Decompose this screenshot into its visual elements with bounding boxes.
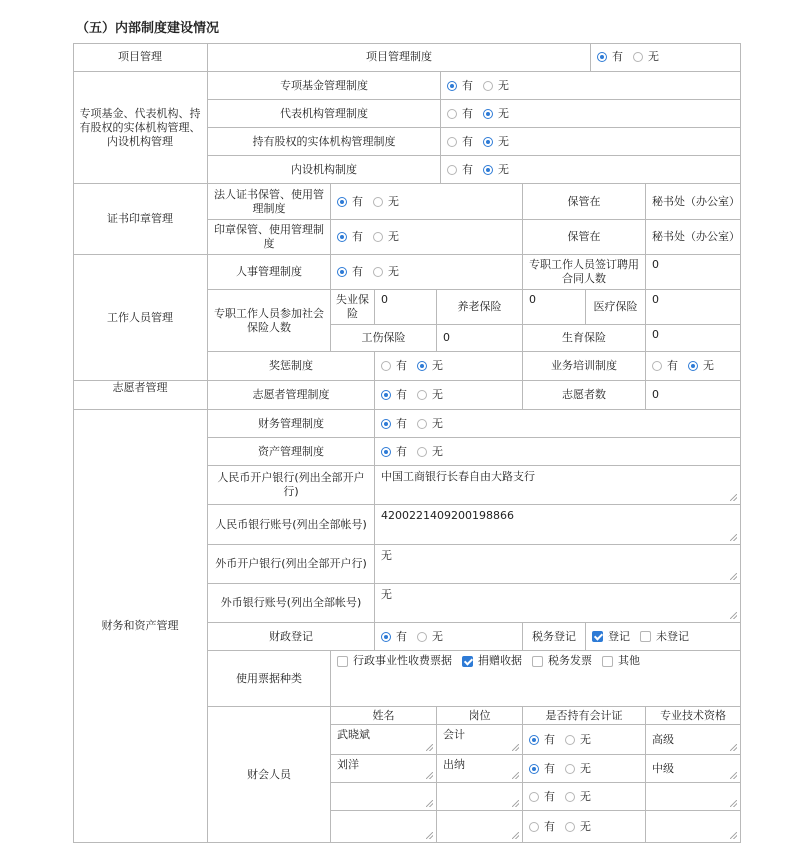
checkbox-icon[interactable] (640, 631, 651, 642)
rmb-bank-label-text: 人民币开户银行(列出全部开户行) (217, 471, 365, 498)
fx-bank-label-text: 外币开户银行(列出全部开户行) (215, 557, 367, 570)
radio-label: 无 (498, 134, 509, 148)
acct-header-0 (331, 707, 437, 725)
radio-label: 有 (396, 359, 407, 372)
bill-type-label (208, 651, 331, 707)
asset-no-option[interactable] (417, 445, 443, 459)
acct-cert-0-yes-option[interactable] (529, 733, 555, 747)
radio-label: 有 (352, 265, 363, 278)
radio-no-icon[interactable] (565, 764, 575, 774)
radio-label: 有 (352, 230, 363, 243)
tax-registration[interactable] (586, 623, 741, 651)
radio-no-icon[interactable] (373, 267, 383, 277)
project-label (73, 43, 208, 72)
acct-header-2 (523, 707, 646, 725)
radio-no-icon[interactable] (483, 165, 493, 175)
medical-value-text: 0 (652, 293, 659, 306)
acct-cert-3-no-option[interactable] (565, 820, 591, 834)
radio-label: 有 (667, 359, 678, 372)
resize-handle-icon[interactable] (512, 800, 519, 807)
special-0-no-option[interactable] (483, 79, 509, 93)
resize-handle-icon[interactable] (730, 573, 737, 580)
finance-label (73, 410, 208, 843)
radio-yes-icon[interactable] (381, 419, 391, 429)
unemployment-value[interactable] (375, 290, 437, 325)
radio-no-icon[interactable] (565, 792, 575, 802)
special-3-no-option[interactable] (483, 163, 509, 177)
acct-name-input-text: 刘洋 (337, 758, 359, 771)
radio-yes-icon[interactable] (529, 822, 539, 832)
acct-post-input-text: 出纳 (443, 758, 465, 771)
asset-system-text: 资产管理制度 (258, 444, 324, 458)
checkbox-icon[interactable] (462, 656, 473, 667)
special-label-text: 专项基金、代表机构、持有股权的实体机构管理、内设机构管理 (79, 106, 201, 148)
training-no-option[interactable] (688, 359, 714, 373)
acct-cert-radio[interactable] (523, 725, 646, 755)
accounting-staff-label-text: 财会人员 (247, 767, 291, 781)
keeper-label-0-text: 保管在 (567, 194, 601, 208)
seal-item-1-text: 印章保管、使用管理制度 (214, 223, 324, 250)
radio-label: 无 (703, 359, 714, 372)
fiscal-label (208, 623, 375, 651)
reward-radio[interactable] (375, 352, 523, 381)
bill-type-label-text: 使用票据种类 (236, 671, 302, 685)
resize-handle-icon[interactable] (730, 772, 737, 779)
radio-yes-icon[interactable] (597, 52, 607, 62)
injury-value-text: 0 (443, 331, 450, 344)
special-2-no-option[interactable] (483, 135, 509, 149)
acct-qualification-input[interactable] (646, 725, 741, 755)
radio-label: 有 (462, 134, 473, 148)
bill-checkbox-0[interactable] (337, 654, 452, 668)
keeper-value-0[interactable] (646, 184, 741, 220)
acct-cert-radio[interactable] (523, 783, 646, 811)
acct-post-input[interactable] (437, 811, 523, 843)
training-yes-option[interactable] (652, 359, 678, 373)
special-radio-0[interactable] (441, 72, 741, 100)
rmb-bank-label (208, 466, 375, 505)
keeper-value-1-text: 秘书处（办公室） (652, 230, 740, 243)
checkbox-label: 捐赠收据 (478, 654, 522, 667)
acct-name-input[interactable] (331, 755, 437, 783)
checkbox-label: 未登记 (656, 629, 689, 643)
acct-name-input[interactable] (331, 725, 437, 755)
reward-system (208, 352, 375, 381)
radio-no-icon[interactable] (483, 137, 493, 147)
seal-item-1 (208, 220, 331, 255)
acct-header-1-text: 岗位 (468, 708, 491, 722)
contract-label-text: 专职工作人员签订聘用合同人数 (529, 258, 639, 285)
volunteer-label-text: 志愿者管理 (112, 381, 168, 394)
acct-qualification-input[interactable] (646, 783, 741, 811)
hr-system-text: 人事管理制度 (236, 265, 302, 278)
contract-count-text: 0 (652, 258, 659, 271)
fiscal-label-text: 财政登记 (269, 629, 313, 643)
hr-no-option[interactable] (373, 265, 399, 279)
injury-value[interactable] (437, 325, 523, 352)
checkbox-icon[interactable] (532, 656, 543, 667)
seal-label (73, 184, 208, 255)
pension-value-text: 0 (529, 293, 536, 306)
seal-1-no-option[interactable] (373, 230, 399, 244)
acct-cert-2-no-option[interactable] (565, 790, 591, 804)
radio-label: 无 (432, 629, 443, 643)
special-item-0-text: 专项基金管理制度 (280, 78, 368, 92)
radio-no-icon[interactable] (483, 109, 493, 119)
volunteer-count[interactable] (646, 381, 741, 410)
radio-no-icon[interactable] (417, 390, 427, 400)
keeper-label-1-text: 保管在 (567, 230, 601, 243)
checkbox-label: 税务发票 (548, 654, 592, 667)
seal-item-0 (208, 184, 331, 220)
unemployment-value-text: 0 (381, 293, 388, 306)
volunteer-count-label-text: 志愿者数 (562, 388, 606, 401)
volunteer-yes-option[interactable] (381, 388, 407, 402)
resize-handle-icon[interactable] (512, 744, 519, 751)
acct-qualification-input[interactable] (646, 755, 741, 783)
medical-value[interactable] (646, 290, 741, 325)
keeper-value-0-text: 秘书处（办公室） (652, 194, 740, 208)
fx-account-label-text: 外币银行账号(列出全部帐号) (220, 596, 362, 609)
special-item-2-text: 持有股权的实体机构管理制度 (252, 134, 396, 148)
keeper-label-1 (523, 220, 646, 255)
checkbox-label: 其他 (618, 654, 640, 667)
volunteer-system-text: 志愿者管理制度 (252, 388, 330, 401)
acct-cert-1-yes-option[interactable] (529, 762, 555, 776)
acct-name-input-text: 武晓斌 (337, 728, 370, 741)
radio-label: 无 (648, 50, 659, 63)
contract-count[interactable] (646, 255, 741, 290)
radio-no-icon[interactable] (417, 361, 427, 371)
radio-label: 无 (432, 444, 443, 458)
radio-label: 无 (498, 106, 509, 120)
radio-yes-icon[interactable] (381, 361, 391, 371)
acct-post-input[interactable] (437, 755, 523, 783)
pension-value[interactable] (523, 290, 586, 325)
special-radio-3[interactable] (441, 156, 741, 184)
volunteer-radio[interactable] (375, 381, 523, 410)
acct-qualification-input[interactable] (646, 811, 741, 843)
radio-label: 无 (498, 78, 509, 92)
reward-yes-option[interactable] (381, 359, 407, 373)
medical-label-text: 医疗保险 (593, 300, 638, 313)
maternity-label-text: 生育保险 (562, 331, 606, 344)
acct-cert-0-no-option[interactable] (565, 733, 591, 747)
special-item-1 (208, 100, 441, 128)
radio-label: 有 (396, 444, 407, 458)
radio-label: 有 (462, 162, 473, 176)
rmb-account-label-text: 人民币银行账号(列出全部帐号) (215, 517, 367, 531)
special-item-3 (208, 156, 441, 184)
radio-label: 无 (432, 416, 443, 430)
contract-label (523, 255, 646, 290)
project-radio[interactable] (591, 43, 741, 72)
pension-label-text: 养老保险 (457, 300, 502, 313)
project-item (208, 43, 591, 72)
rmb-account-label (208, 505, 375, 545)
radio-label: 有 (396, 629, 407, 643)
radio-label: 有 (396, 388, 407, 401)
radio-label: 无 (580, 732, 591, 746)
finance-yes-option[interactable] (381, 417, 407, 431)
bill-checkbox-3[interactable] (602, 654, 640, 668)
radio-label: 有 (462, 78, 473, 92)
acct-qualification-input-text: 中级 (652, 761, 674, 775)
volunteer-no-option[interactable] (417, 388, 443, 402)
fx-bank-input[interactable] (375, 545, 741, 584)
acct-qualification-input-text: 高级 (652, 732, 674, 746)
special-radio-2[interactable] (441, 128, 741, 156)
accounting-staff-label (208, 707, 331, 843)
project-no-option[interactable] (633, 50, 659, 64)
acct-post-input-text: 会计 (443, 728, 465, 741)
radio-label: 有 (396, 416, 407, 430)
bill-checkbox-1[interactable] (462, 654, 522, 668)
radio-label: 无 (580, 819, 591, 833)
acct-cert-1-no-option[interactable] (565, 762, 591, 776)
finance-system (208, 410, 375, 438)
tax-label (523, 623, 586, 651)
radio-no-icon[interactable] (565, 822, 575, 832)
seal-radio-1[interactable] (331, 220, 523, 255)
resize-handle-icon[interactable] (512, 772, 519, 779)
project-yes-option[interactable] (597, 50, 623, 64)
seal-label-text: 证书印章管理 (107, 212, 173, 225)
asset-system (208, 438, 375, 466)
radio-label: 无 (498, 162, 509, 176)
radio-label: 无 (388, 194, 399, 208)
special-3-yes-option[interactable] (447, 163, 473, 177)
resize-handle-icon[interactable] (730, 832, 737, 839)
volunteer-count-label (523, 381, 646, 410)
medical-label (586, 290, 646, 325)
keeper-value-1[interactable] (646, 220, 741, 255)
special-item-1-text: 代表机构管理制度 (280, 106, 368, 120)
asset-radio[interactable] (375, 438, 741, 466)
radio-label: 有 (612, 50, 623, 63)
seal-item-0-text: 法人证书保管、使用管理制度 (214, 187, 324, 215)
finance-system-text: 财务管理制度 (258, 416, 324, 430)
bill-types[interactable] (331, 651, 741, 707)
training-system-text: 业务培训制度 (551, 359, 617, 372)
unemployment-label-text: 失业保险 (336, 293, 369, 320)
reward-system-text: 奖惩制度 (269, 359, 313, 372)
checkbox-icon[interactable] (337, 656, 348, 667)
radio-label: 无 (388, 230, 399, 243)
radio-yes-icon[interactable] (447, 109, 457, 119)
seal-0-yes-option[interactable] (337, 195, 363, 209)
resize-handle-icon[interactable] (730, 612, 737, 619)
tax-label-text: 税务登记 (532, 629, 576, 643)
project-item-text: 项目管理制度 (366, 50, 432, 63)
radio-no-icon[interactable] (483, 81, 493, 91)
volunteer-count-text: 0 (652, 388, 659, 401)
radio-no-icon[interactable] (417, 447, 427, 457)
bill-checkbox-2[interactable] (532, 654, 592, 668)
finance-radio[interactable] (375, 410, 741, 438)
fiscal-no-option[interactable] (417, 630, 443, 644)
volunteer-system (208, 381, 375, 410)
finance-label-text: 财务和资产管理 (101, 619, 179, 632)
asset-yes-option[interactable] (381, 445, 407, 459)
radio-yes-icon[interactable] (381, 632, 391, 642)
acct-header-3 (646, 707, 741, 725)
acct-header-3-text: 专业技术资格 (660, 708, 726, 722)
checkbox-icon[interactable] (602, 656, 613, 667)
checkbox-label: 行政事业性收费票据 (353, 654, 452, 667)
acct-post-input[interactable] (437, 783, 523, 811)
radio-no-icon[interactable] (417, 419, 427, 429)
special-radio-1[interactable] (441, 100, 741, 128)
radio-label: 有 (544, 819, 555, 833)
maternity-value-text: 0 (652, 328, 659, 341)
radio-no-icon[interactable] (688, 361, 698, 371)
hr-yes-option[interactable] (337, 265, 363, 279)
resize-handle-icon[interactable] (512, 832, 519, 839)
radio-no-icon[interactable] (373, 197, 383, 207)
radio-no-icon[interactable] (633, 52, 643, 62)
radio-label: 无 (580, 789, 591, 803)
radio-label: 有 (544, 761, 555, 775)
radio-label: 无 (432, 388, 443, 401)
radio-label: 无 (432, 359, 443, 372)
reward-no-option[interactable] (417, 359, 443, 373)
training-system (523, 352, 646, 381)
project-label-text: 项目管理 (118, 50, 162, 63)
radio-no-icon[interactable] (565, 735, 575, 745)
seal-radio-0[interactable] (331, 184, 523, 220)
acct-name-input[interactable] (331, 811, 437, 843)
radio-label: 有 (352, 194, 363, 208)
fx-bank-label (208, 545, 375, 584)
resize-handle-icon[interactable] (730, 494, 737, 501)
resize-handle-icon[interactable] (730, 744, 737, 751)
seal-0-no-option[interactable] (373, 195, 399, 209)
rmb-bank-input[interactable] (375, 466, 741, 505)
hr-system (208, 255, 331, 290)
radio-yes-icon[interactable] (381, 447, 391, 457)
fiscal-yes-option[interactable] (381, 630, 407, 644)
rmb-bank-input-text: 中国工商银行长春自由大路支行 (381, 470, 535, 483)
finance-no-option[interactable] (417, 417, 443, 431)
acct-cert-radio[interactable] (523, 755, 646, 783)
fiscal-radio[interactable] (375, 623, 523, 651)
volunteer-label (73, 381, 208, 410)
radio-label: 无 (388, 265, 399, 278)
acct-header-2-text: 是否持有会计证 (545, 708, 623, 722)
hr-radio[interactable] (331, 255, 523, 290)
insurance-label (208, 290, 331, 352)
injury-label (331, 325, 437, 352)
special-item-0 (208, 72, 441, 100)
injury-label-text: 工伤保险 (361, 331, 406, 344)
insurance-label-text: 专职工作人员参加社会保险人数 (214, 306, 324, 334)
fx-bank-input-text: 无 (381, 549, 392, 562)
rmb-account-input[interactable] (375, 505, 741, 545)
seal-1-yes-option[interactable] (337, 230, 363, 244)
resize-handle-icon[interactable] (730, 534, 737, 541)
special-label (73, 72, 208, 184)
acct-post-input[interactable] (437, 725, 523, 755)
fx-account-input-text: 无 (381, 588, 392, 601)
acct-cert-radio[interactable] (523, 811, 646, 843)
maternity-value[interactable] (646, 325, 741, 352)
fx-account-input[interactable] (375, 584, 741, 623)
unemployment-label (331, 290, 375, 325)
radio-label: 有 (544, 789, 555, 803)
resize-handle-icon[interactable] (426, 744, 433, 751)
special-0-yes-option[interactable] (447, 79, 473, 93)
radio-yes-icon[interactable] (529, 735, 539, 745)
tax-registered-checkbox[interactable] (592, 630, 630, 644)
radio-yes-icon[interactable] (337, 197, 347, 207)
resize-handle-icon[interactable] (426, 832, 433, 839)
checkbox-icon[interactable] (592, 631, 603, 642)
radio-yes-icon[interactable] (447, 165, 457, 175)
radio-label: 有 (544, 732, 555, 746)
acct-header-0-text: 姓名 (372, 708, 395, 722)
resize-handle-icon[interactable] (730, 800, 737, 807)
pension-label (437, 290, 523, 325)
radio-yes-icon[interactable] (381, 390, 391, 400)
radio-yes-icon[interactable] (652, 361, 662, 371)
radio-yes-icon[interactable] (337, 267, 347, 277)
staff-label-text: 工作人员管理 (107, 310, 173, 324)
radio-yes-icon[interactable] (447, 81, 457, 91)
radio-label: 无 (580, 761, 591, 775)
training-radio[interactable] (646, 352, 741, 381)
acct-cert-3-yes-option[interactable] (529, 820, 555, 834)
special-item-3-text: 内设机构制度 (291, 162, 357, 176)
resize-handle-icon[interactable] (426, 800, 433, 807)
radio-label: 有 (462, 106, 473, 120)
fx-account-label (208, 584, 375, 623)
acct-header-1 (437, 707, 523, 725)
tax-unregistered-checkbox[interactable] (640, 630, 689, 644)
section-title: （五）内部制度建设情况 (76, 21, 220, 36)
radio-no-icon[interactable] (417, 632, 427, 642)
checkbox-label: 登记 (608, 629, 630, 643)
resize-handle-icon[interactable] (426, 772, 433, 779)
acct-cert-2-yes-option[interactable] (529, 790, 555, 804)
radio-yes-icon[interactable] (447, 137, 457, 147)
keeper-label-0 (523, 184, 646, 220)
radio-no-icon[interactable] (373, 232, 383, 242)
radio-yes-icon[interactable] (337, 232, 347, 242)
special-1-no-option[interactable] (483, 107, 509, 121)
special-1-yes-option[interactable] (447, 107, 473, 121)
special-2-yes-option[interactable] (447, 135, 473, 149)
special-item-2 (208, 128, 441, 156)
radio-yes-icon[interactable] (529, 764, 539, 774)
radio-yes-icon[interactable] (529, 792, 539, 802)
rmb-account-input-text: 4200221409200198866 (381, 509, 514, 522)
acct-name-input[interactable] (331, 783, 437, 811)
staff-label (73, 255, 208, 381)
maternity-label (523, 325, 646, 352)
